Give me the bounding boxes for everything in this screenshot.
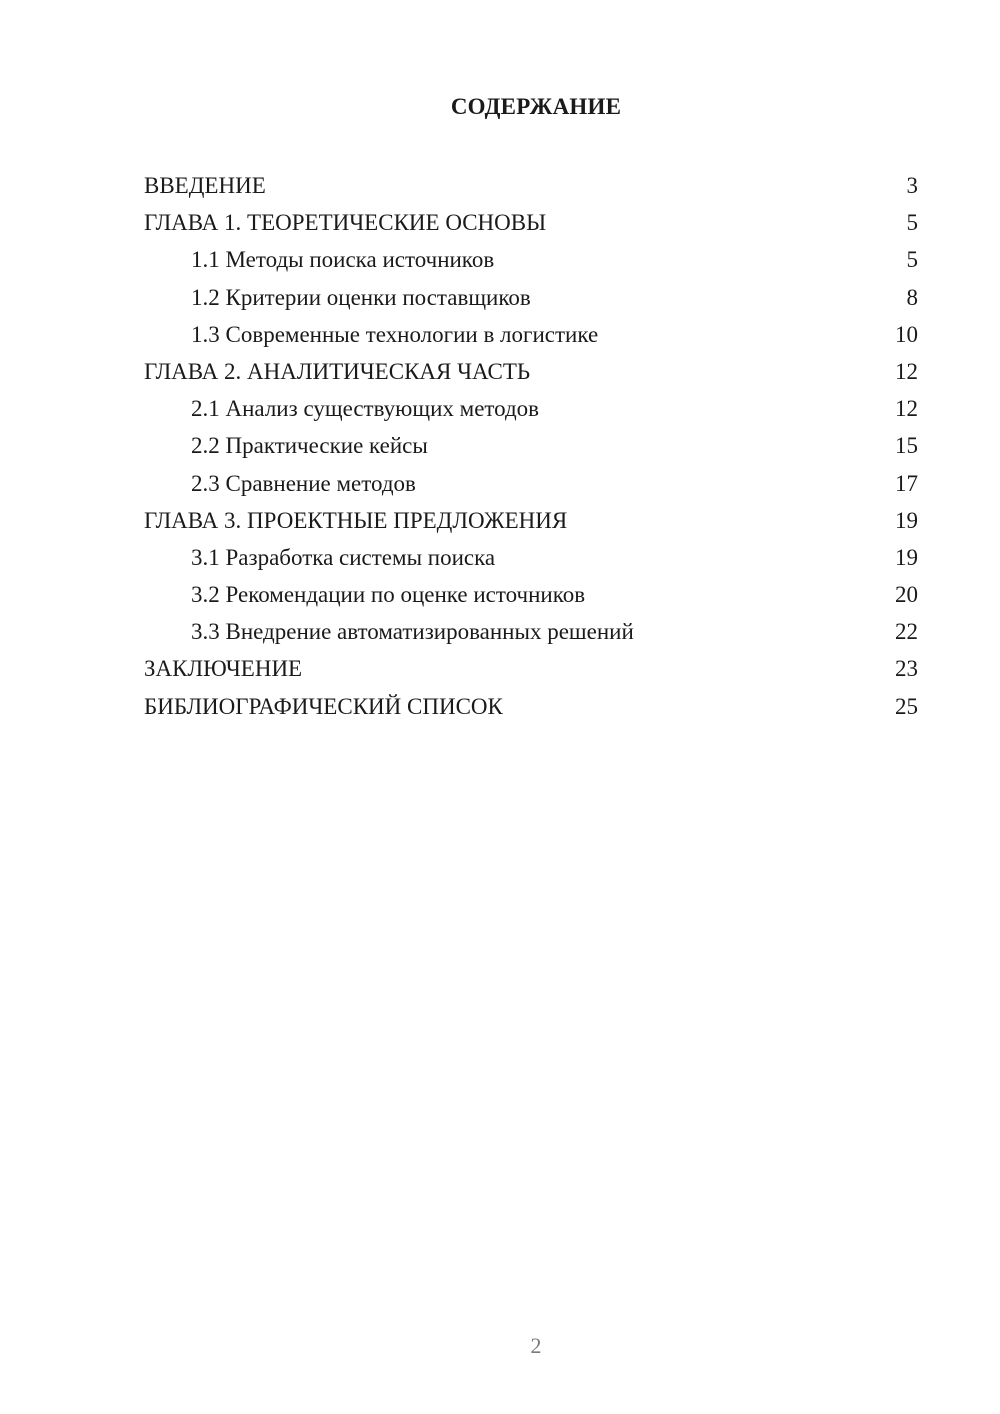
- toc-entry-page: 3: [906, 173, 918, 198]
- toc-entry-page: 17: [895, 470, 918, 496]
- toc-entry: [144, 279, 918, 316]
- toc-entry-page: 12: [895, 396, 918, 422]
- toc-entry: [144, 241, 918, 278]
- toc-entry-label: ГЛАВА 2. АНАЛИТИЧЕСКАЯ ЧАСТЬ: [144, 358, 531, 384]
- toc-entry: [144, 502, 918, 539]
- toc-entry-page: 8: [906, 284, 918, 310]
- toc-entry: [144, 427, 918, 464]
- toc-entry-page: 25: [895, 693, 918, 719]
- toc-entry-label: 1.2 Критерии оценки поставщиков: [191, 284, 531, 310]
- toc-entry: [144, 613, 918, 650]
- toc-entry-page: 22: [895, 619, 918, 645]
- toc-entry-page: 19: [895, 507, 918, 533]
- toc-entry-label: 3.2 Рекомендации по оценке источников: [191, 582, 586, 608]
- toc-entry-page: 20: [895, 582, 918, 608]
- toc-entry: [144, 650, 918, 687]
- toc-entry-page: 12: [895, 358, 918, 384]
- toc-entry-label: ГЛАВА 3. ПРОЕКТНЫЕ ПРЕДЛОЖЕНИЯ: [144, 507, 568, 533]
- toc-entry: [144, 316, 918, 353]
- toc-entry: [144, 465, 918, 502]
- toc-entry-label: 1.1 Методы поиска источников: [191, 247, 495, 273]
- toc-entry-label: ЗАКЛЮЧЕНИЕ: [144, 656, 303, 682]
- toc-entry-label: 2.1 Анализ существующих методов: [191, 396, 540, 422]
- table-of-contents: [144, 167, 918, 725]
- page-number: 2: [530, 1333, 542, 1358]
- toc-entry-label: 3.1 Разработка системы поиска: [191, 544, 496, 570]
- toc-entry-label: ГЛАВА 1. ТЕОРЕТИЧЕСКИЕ ОСНОВЫ: [144, 210, 547, 236]
- toc-entry-label: 2.2 Практические кейсы: [191, 433, 428, 459]
- page-title: СОДЕРЖАНИЕ: [450, 94, 622, 119]
- toc-entry-label: ВВЕДЕНИЕ: [144, 173, 266, 198]
- toc-entry-label: 2.3 Сравнение методов: [191, 470, 416, 496]
- toc-entry-page: 5: [906, 210, 918, 236]
- toc-entry-label: 3.3 Внедрение автоматизированных решений: [191, 619, 634, 645]
- toc-entry-page: 10: [895, 321, 918, 347]
- toc-entry-label: 1.3 Современные технологии в логистике: [191, 321, 599, 347]
- toc-entry-page: 23: [895, 656, 918, 682]
- toc-entry-label: БИБЛИОГРАФИЧЕСКИЙ СПИСОК: [144, 693, 503, 719]
- toc-entry: [144, 390, 918, 427]
- toc-entry-page: 19: [895, 544, 918, 570]
- toc-entry: [144, 539, 918, 576]
- toc-entry-page: 5: [906, 247, 918, 273]
- toc-entry: [144, 204, 918, 241]
- toc-entry: [144, 353, 918, 390]
- toc-entry: [144, 167, 918, 204]
- toc-entry: [144, 576, 918, 613]
- toc-entry: [144, 688, 918, 725]
- toc-entry-page: 15: [895, 433, 918, 459]
